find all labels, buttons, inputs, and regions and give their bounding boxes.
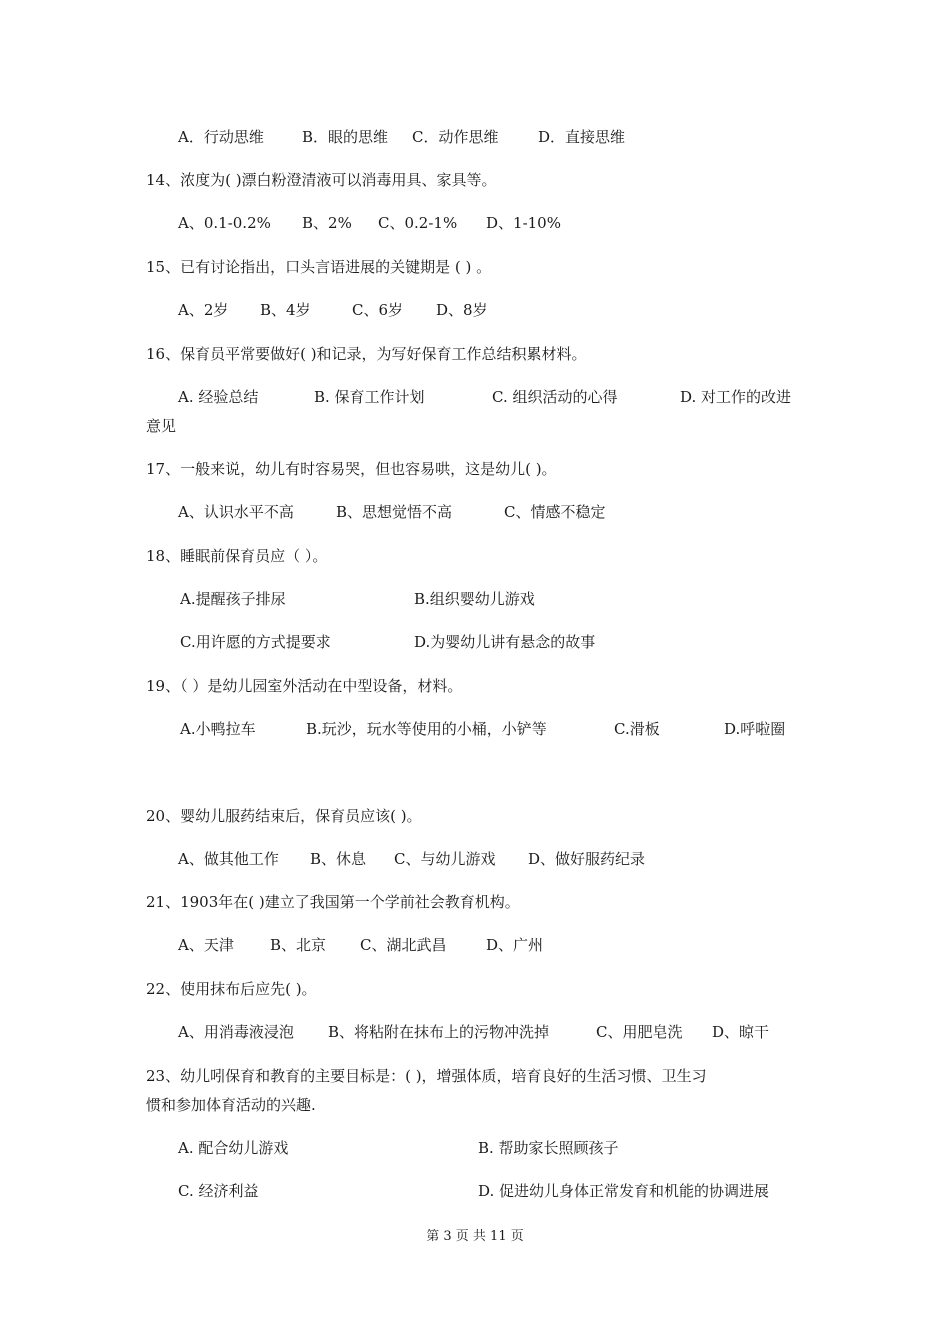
option-b: B、思想觉悟不高: [336, 503, 453, 521]
option-d: D.为婴幼儿讲有悬念的故事: [414, 633, 596, 651]
option-a: A、做其他工作: [178, 850, 279, 868]
option-a: A.小鸭拉车: [180, 720, 256, 738]
option-c: C．动作思维: [412, 128, 499, 146]
option-b: B.组织婴幼儿游戏: [414, 590, 535, 608]
option-d: D. 促进幼儿身体正常发育和机能的协调进展: [478, 1182, 770, 1200]
question-17: 17、一般来说，幼儿有时容易哭，但也容易哄，这是幼儿( )。: [146, 460, 557, 478]
question-14: 14、浓度为( )漂白粉澄清液可以消毒用具、家具等。: [146, 171, 497, 189]
option-c: C、情感不稳定: [504, 503, 606, 521]
option-b: B. 帮助家长照顾孩子: [478, 1139, 619, 1157]
option-c: C、6岁: [352, 301, 404, 319]
option-c: C、用肥皂洗: [596, 1023, 683, 1041]
option-d: D.呼啦圈: [724, 720, 786, 738]
question-23-continuation: 惯和参加体育活动的兴趣.: [146, 1096, 316, 1114]
option-b: B、2%: [302, 214, 352, 232]
option-a: A、2岁: [178, 301, 229, 319]
option-b: B. 保育工作计划: [314, 388, 425, 406]
page-footer: 第 3 页 共 11 页: [426, 1229, 524, 1244]
option-c: C.滑板: [614, 720, 660, 738]
option-d: D、广州: [486, 936, 544, 954]
option-c: C、0.2-1%: [378, 214, 458, 232]
question-22: 22、使用抹布后应先( )。: [146, 980, 317, 998]
question-23: 23、幼儿吲保育和教育的主要目标是：( )，增强体质，培育良好的生活习惯、卫生习: [146, 1067, 707, 1085]
option-a: A.提醒孩子排尿: [180, 590, 286, 608]
question-16: 16、保育员平常要做好( )和记录，为写好保育工作总结积累材料。: [146, 345, 587, 363]
option-a: A、0.1-0.2%: [178, 214, 271, 232]
option-a: A、认识水平不高: [178, 503, 294, 521]
option-c: C、湖北武昌: [360, 936, 447, 954]
option-d: D．直接思维: [538, 128, 626, 146]
question-21: 21、1903年在( )建立了我国第一个学前社会教育机构。: [146, 893, 520, 911]
question-18: 18、睡眠前保育员应（ ）。: [146, 547, 328, 565]
option-b: B．眼的思维: [302, 128, 389, 146]
option-c: C. 组织活动的心得: [492, 388, 618, 406]
option-a: A．行动思维: [178, 128, 264, 146]
option-c: C.用许愿的方式提要求: [180, 633, 331, 651]
option-b: B、北京: [270, 936, 327, 954]
option-d: D. 对工作的改进: [680, 388, 792, 406]
option-b: B、休息: [310, 850, 367, 868]
question-15: 15、已有讨论指出，口头言语进展的关键期是 ( ) 。: [146, 258, 492, 276]
option-c: C. 经济利益: [178, 1182, 259, 1200]
option-a: A. 配合幼儿游戏: [178, 1139, 289, 1157]
option-d: D、晾干: [712, 1023, 770, 1041]
option-a: A. 经验总结: [178, 388, 259, 406]
option-b: B.玩沙，玩水等使用的小桶，小铲等: [306, 720, 547, 738]
option-d: D、1-10%: [486, 214, 561, 232]
option-d: D、做好服药纪录: [528, 850, 646, 868]
option-d: D、8岁: [436, 301, 488, 319]
question-19: 19、（ ）是幼儿园室外活动在中型设备，材料。: [146, 677, 463, 695]
option-d-continuation: 意见: [146, 417, 177, 435]
question-20: 20、婴幼儿服药结束后，保育员应该( )。: [146, 807, 422, 825]
option-a: A、用消毒液浸泡: [178, 1023, 294, 1041]
option-c: C、与幼儿游戏: [394, 850, 496, 868]
option-b: B、4岁: [260, 301, 311, 319]
option-b: B、将粘附在抹布上的污物冲洗掉: [328, 1023, 550, 1041]
option-a: A、天津: [178, 936, 234, 954]
